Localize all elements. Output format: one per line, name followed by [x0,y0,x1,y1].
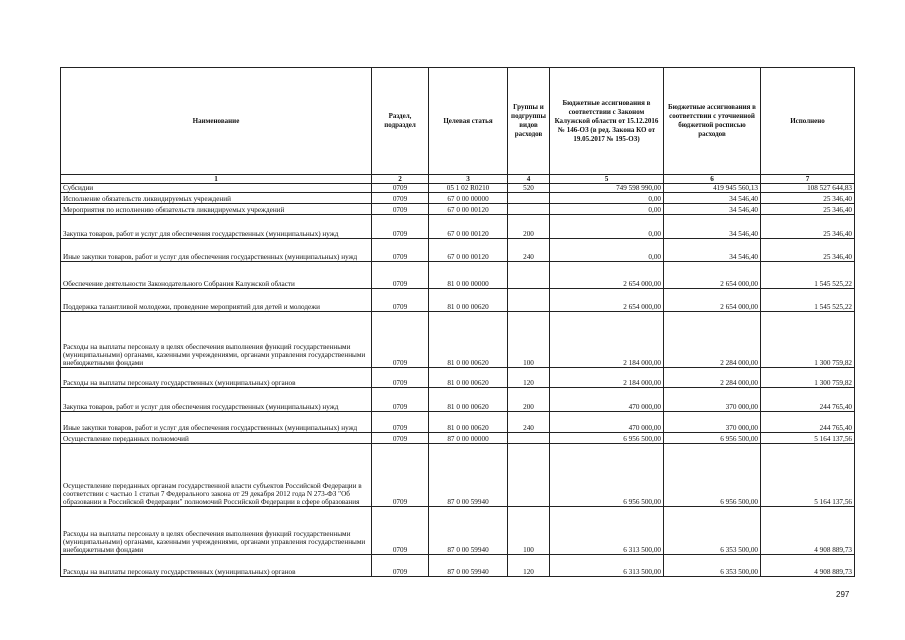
row-name: Расходы на выплаты персоналу государственных (муниципальных) органов [61,555,372,577]
header-expense-type: Группы и подгруппы видов расходов [508,68,550,175]
row-section: 0709 [372,368,429,388]
table-row [61,193,855,204]
row-expense-type: 100 [508,312,550,368]
table-row [61,444,855,507]
row-section: 0709 [372,444,429,507]
row-target-article: 81 0 00 00620 [429,388,508,412]
row-executed-amount: 244 765,40 [761,412,855,433]
column-number-row [61,175,855,184]
row-law-amount: 470 000,00 [550,412,664,433]
budget-table [60,67,855,577]
row-expense-type: 240 [508,412,550,433]
column-number: 7 [761,175,855,184]
row-expense-type: 200 [508,215,550,239]
row-section: 0709 [372,507,429,555]
row-law-amount: 6 313 500,00 [550,555,664,577]
table-row [61,289,855,312]
row-target-article: 67 0 00 00120 [429,204,508,215]
table-row [61,555,855,577]
row-section: 0709 [372,312,429,368]
row-law-amount: 6 956 500,00 [550,444,664,507]
row-section: 0709 [372,262,429,289]
row-refined-amount: 34 546,40 [664,215,761,239]
row-executed-amount: 5 164 137,56 [761,433,855,444]
row-name: Иные закупки товаров, работ и услуг для обеспечения государственных (муниципальных) нужд [61,412,372,433]
table-row [61,204,855,215]
row-target-article: 81 0 00 00620 [429,289,508,312]
row-name: Мероприятия по исполнению обязательств ликвидируемых учреждений [61,204,372,215]
row-expense-type [508,262,550,289]
row-name: Осуществление переданных органам государственной власти субъектов Российской Федерации в соответствии с частью 1 статьи 7 Федерального закона от 29 декабря 2012 года N 273-ФЗ "Об образовании в Российской Федерации" полномочий Российской Федерации в сфере образования [61,444,372,507]
row-expense-type: 200 [508,388,550,412]
row-name: Закупка товаров, работ и услуг для обеспечения государственных (муниципальных) нужд [61,215,372,239]
row-executed-amount: 25 346,40 [761,215,855,239]
row-executed-amount: 25 346,40 [761,204,855,215]
row-expense-type: 240 [508,239,550,262]
row-law-amount: 0,00 [550,239,664,262]
header-refined-allocations: Бюджетные ассигнования в соответствии с уточненной бюджетной росписью расходов [664,68,761,175]
row-section: 0709 [372,193,429,204]
table-row [61,184,855,193]
row-executed-amount: 25 346,40 [761,239,855,262]
row-law-amount: 470 000,00 [550,388,664,412]
row-target-article: 67 0 00 00000 [429,193,508,204]
row-refined-amount: 370 000,00 [664,412,761,433]
row-refined-amount: 370 000,00 [664,388,761,412]
row-expense-type: 120 [508,368,550,388]
row-law-amount: 2 184 000,00 [550,368,664,388]
header-executed: Исполнено [761,68,855,175]
column-number: 3 [429,175,508,184]
row-refined-amount: 6 353 500,00 [664,507,761,555]
table-row [61,388,855,412]
row-executed-amount: 1 300 759,82 [761,312,855,368]
row-refined-amount: 6 353 500,00 [664,555,761,577]
page-number: 297 [836,590,850,599]
header-name: Наименование [61,68,372,175]
row-section: 0709 [372,388,429,412]
row-refined-amount: 6 956 500,00 [664,444,761,507]
row-section: 0709 [372,433,429,444]
row-expense-type [508,433,550,444]
row-name: Закупка товаров, работ и услуг для обеспечения государственных (муниципальных) нужд [61,388,372,412]
column-number: 4 [508,175,550,184]
row-executed-amount: 25 346,40 [761,193,855,204]
row-expense-type: 520 [508,184,550,193]
row-section: 0709 [372,412,429,433]
row-refined-amount: 2 284 000,00 [664,312,761,368]
row-expense-type [508,193,550,204]
row-target-article: 81 0 00 00620 [429,312,508,368]
table-row [61,433,855,444]
row-expense-type: 100 [508,507,550,555]
row-section: 0709 [372,239,429,262]
row-refined-amount: 6 956 500,00 [664,433,761,444]
row-executed-amount: 5 164 137,56 [761,444,855,507]
header-target-article: Целевая статья [429,68,508,175]
header-section: Раздел, подраздел [372,68,429,175]
header-law-allocations: Бюджетные ассигнования в соответствии с Законом Калужской области от 15.12.2016 № 146-ОЗ (в ред. Закона КО от 19.05.2017 № 195-ОЗ) [550,68,664,175]
row-refined-amount: 2 284 000,00 [664,368,761,388]
row-refined-amount: 34 546,40 [664,204,761,215]
row-target-article: 87 0 00 00000 [429,433,508,444]
row-law-amount: 0,00 [550,215,664,239]
row-expense-type [508,444,550,507]
row-name: Поддержка талантливой молодежи, проведение мероприятий для детей и молодежи [61,289,372,312]
row-section: 0709 [372,215,429,239]
table-row [61,239,855,262]
row-expense-type [508,289,550,312]
column-number: 1 [61,175,372,184]
row-name: Расходы на выплаты персоналу в целях обеспечения выполнения функций государственными (муниципальными) органами, казенными учреждениями, органами управления государственными внебюджетными фондами [61,507,372,555]
row-name: Иные закупки товаров, работ и услуг для обеспечения государственных (муниципальных) нужд [61,239,372,262]
row-law-amount: 2 654 000,00 [550,289,664,312]
row-section: 0709 [372,204,429,215]
table-row [61,507,855,555]
row-name: Исполнение обязательств ликвидируемых учреждений [61,193,372,204]
row-target-article: 67 0 00 00120 [429,215,508,239]
row-target-article: 81 0 00 00620 [429,368,508,388]
row-refined-amount: 34 546,40 [664,239,761,262]
row-law-amount: 6 313 500,00 [550,507,664,555]
row-refined-amount: 2 654 000,00 [664,262,761,289]
row-executed-amount: 4 908 889,73 [761,555,855,577]
row-refined-amount: 2 654 000,00 [664,289,761,312]
row-law-amount: 2 654 000,00 [550,262,664,289]
row-target-article: 87 0 00 59940 [429,444,508,507]
row-target-article: 81 0 00 00620 [429,412,508,433]
row-name: Расходы на выплаты персоналу государственных (муниципальных) органов [61,368,372,388]
row-refined-amount: 34 546,40 [664,193,761,204]
row-law-amount: 6 956 500,00 [550,433,664,444]
row-expense-type: 120 [508,555,550,577]
row-executed-amount: 1 545 525,22 [761,289,855,312]
row-executed-amount: 1 300 759,82 [761,368,855,388]
row-executed-amount: 4 908 889,73 [761,507,855,555]
row-name: Расходы на выплаты персоналу в целях обеспечения выполнения функций государственными (муниципальными) органами, казенными учреждениями, органами управления государственными внебюджетными фондами [61,312,372,368]
table-row [61,368,855,388]
row-target-article: 05 1 02 R0210 [429,184,508,193]
table-row [61,262,855,289]
table-header-row [61,68,855,175]
row-section: 0709 [372,184,429,193]
row-name: Осуществление переданных полномочий [61,433,372,444]
column-number: 6 [664,175,761,184]
row-executed-amount: 244 765,40 [761,388,855,412]
row-target-article: 87 0 00 59940 [429,507,508,555]
row-executed-amount: 1 545 525,22 [761,262,855,289]
row-target-article: 81 0 00 00000 [429,262,508,289]
row-law-amount: 749 598 990,00 [550,184,664,193]
table-row [61,412,855,433]
row-section: 0709 [372,555,429,577]
table-row [61,312,855,368]
row-law-amount: 0,00 [550,204,664,215]
row-section: 0709 [372,289,429,312]
row-executed-amount: 108 527 644,83 [761,184,855,193]
row-law-amount: 2 184 000,00 [550,312,664,368]
table-row [61,215,855,239]
row-name: Обеспечение деятельности Законодательного Собрания Калужской области [61,262,372,289]
row-target-article: 67 0 00 00120 [429,239,508,262]
row-name: Субсидии [61,184,372,193]
column-number: 5 [550,175,664,184]
row-refined-amount: 419 945 560,13 [664,184,761,193]
row-expense-type [508,204,550,215]
row-target-article: 87 0 00 59940 [429,555,508,577]
row-law-amount: 0,00 [550,193,664,204]
column-number: 2 [372,175,429,184]
